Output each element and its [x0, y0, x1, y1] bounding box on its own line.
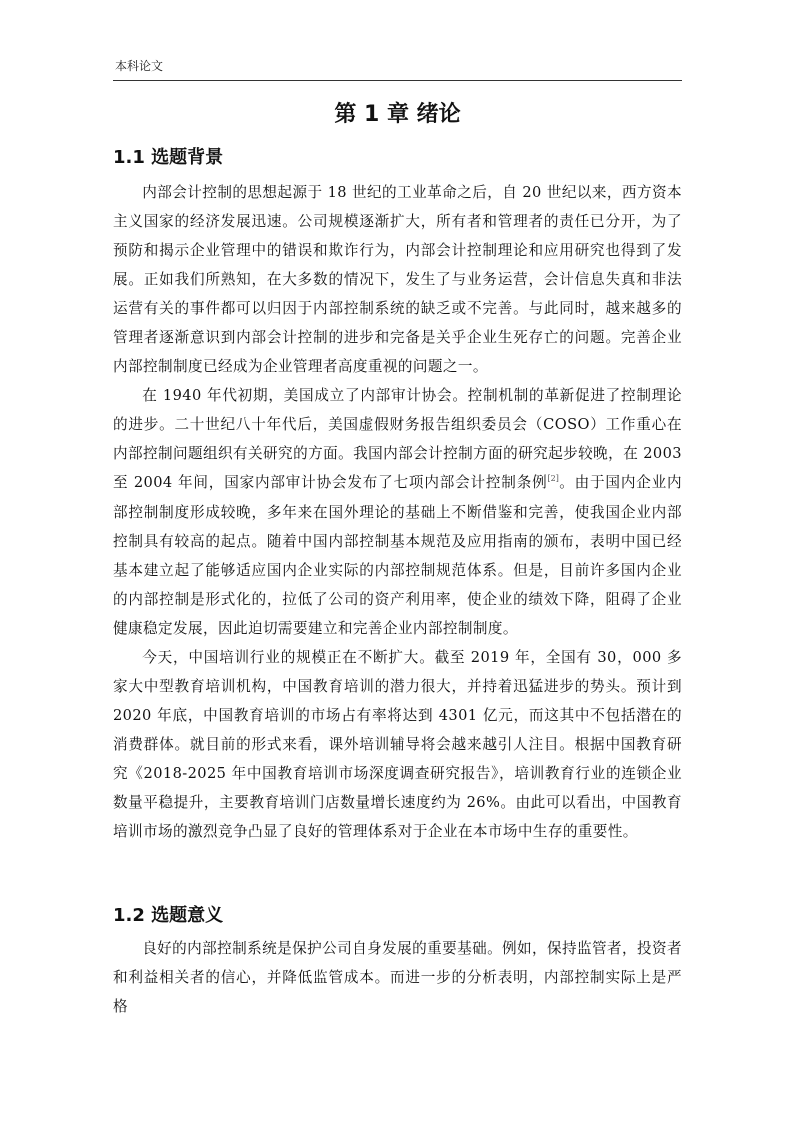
body-paragraph — [113, 381, 682, 642]
body-paragraph: 内部会计控制的思想起源于 18 世纪的工业革命之后，自 20 世纪以来，西方资本主义国家的经济发展迅速。公司规模逐渐扩大，所有者和管理者的责任已分开，为了预防和揭示企业管理中的错误和欺诈行为，内部会计控制理论和应用研究也得到了发展。正如我们所熟知，在大多数的情况下，发生了与业务运营，会计信息失真和非法运营有关的事件都可以归因于内部控制系统的缺乏或不完善。与此同时，越来越多的管理者逐渐意识到内部会计控制的进步和完备是关乎企业生死存亡的问题。完善企业内部控制制度已经成为企业管理者高度重视的问题之一。 — [113, 184, 682, 376]
header-rule — [113, 80, 682, 81]
section-body-1-2 — [113, 934, 682, 1021]
running-header: 本科论文 — [115, 59, 164, 73]
paragraph-text: 在 1940 年代初期，美国成立了内部审计协会。控制机制的革新促进了控制理论的进步。二十世纪八十年代后，美国虚假财务报告组织委员会（COSO）工作重心在内部控制问题组织有关研究的方面。我国内部会计控制方面的研究起步较晚，在 2003 至 2004 年间，国家内部审计协会发布了七项内部会计控制条例 — [113, 387, 682, 492]
body-paragraph: 今天，中国培训行业的规模正在不断扩大。截至 2019 年，全国有 30，000 多家大中型教育培训机构，中国教育培训的潜力很大，并持着迅猛进步的势头。预计到 2020 年底，中国教育培训的市场占有率将达到 4301 亿元，而这其中不包括潜在的消费群体。就目前的形式来看，课外培训辅导将会越来越引人注目。根据中国教育研究《2018-2025 年中国教育培训市场深度调查研究报告》，培训教育行业的连锁企业数量平稳提升，主要教育培训门店数量增长速度约为 26%。由此可以看出，中国教育培训市场的激烈竞争凸显了良好的管理体系对于企业在本市场中生存的重要性。 — [113, 648, 682, 841]
section-heading-1-1: 1.1 选题背景 — [113, 147, 224, 168]
citation-marker[interactable]: [2] — [547, 474, 559, 484]
chapter-title: 第 1 章 绪论 — [334, 102, 461, 127]
section-heading-1-2: 1.2 选题意义 — [113, 905, 224, 926]
paragraph-text: 。由于国内企业内部控制制度形成较晚，多年来在国外理论的基础上不断借鉴和完善，使我国企业内部控制具有较高的起点。随着中国内部控制基本规范及应用指南的颁布，表明中国已经基本建立起了能够适应国内企业实际的内部控制规范体系。但是，目前许多国内企业的内部控制是形式化的，拉低了公司的资产利用率，使企业的绩效下降，阻碍了企业健康稳定发展，因此迫切需要建立和完善企业内部控制制度。 — [113, 474, 683, 637]
body-paragraph: 良好的内部控制系统是保护公司自身发展的重要基础。例如，保持监管者，投资者和利益相关者的信心，并降低监管成本。而进一步的分析表明，内部控制实际上是严格 — [113, 940, 682, 1016]
section-body-1-1 — [113, 178, 682, 846]
